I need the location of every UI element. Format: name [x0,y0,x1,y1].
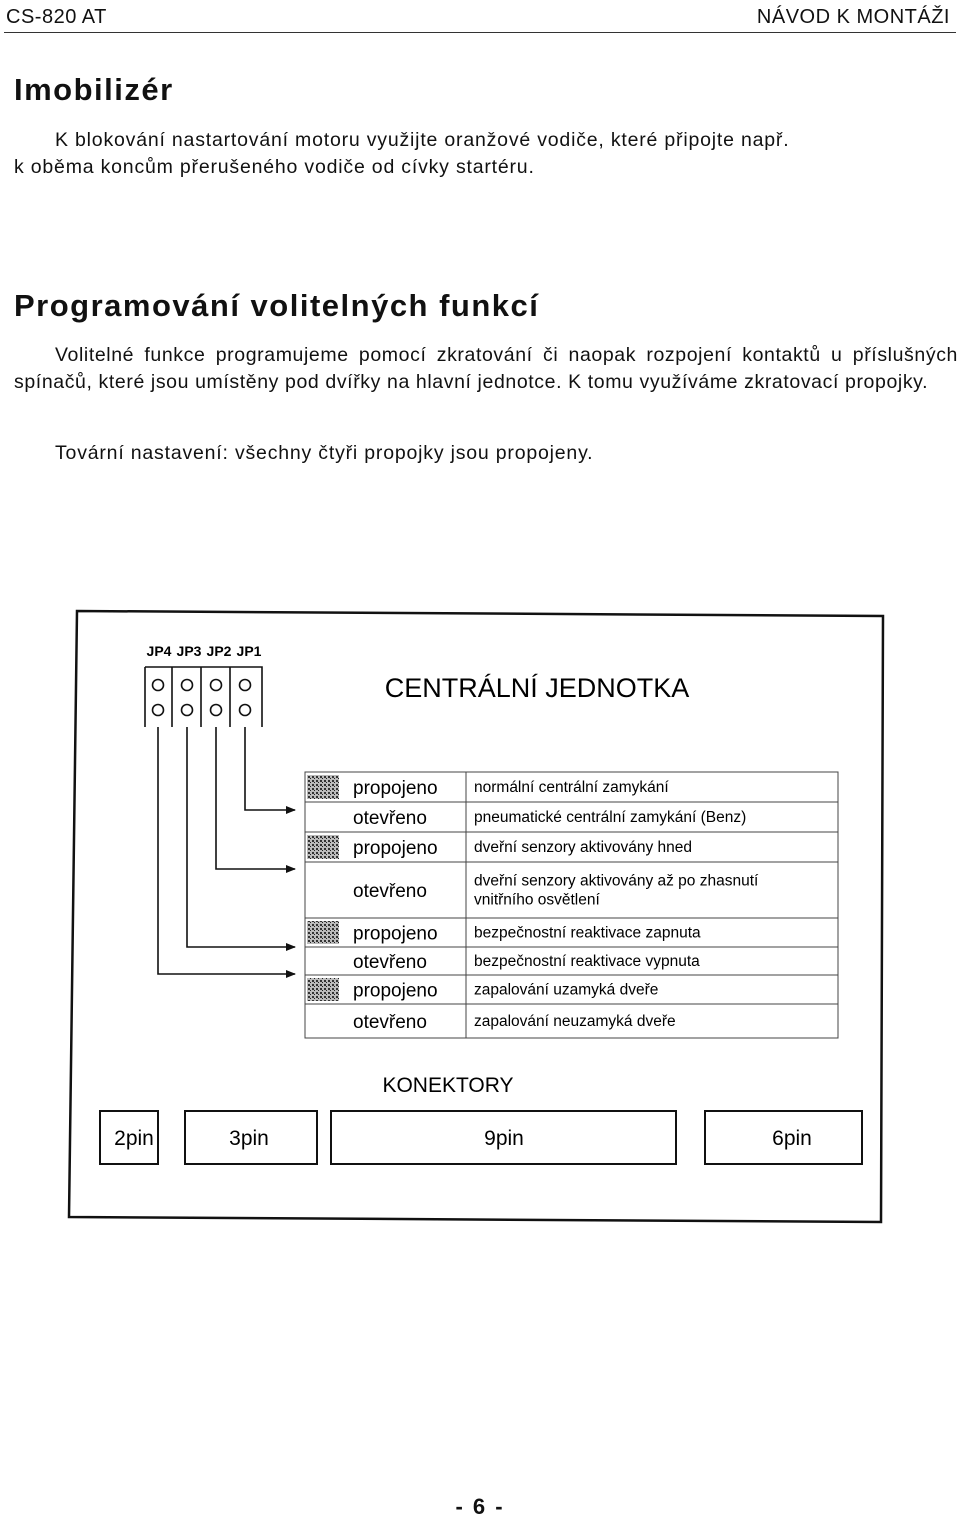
header-document-code: CS-820 AT [6,6,107,28]
jumper-label: JP1 [236,643,262,659]
connector-label: 3pin [229,1127,269,1150]
immobilizer-text-line2: k oběma koncům přerušeného vodiče od cívky startéru. [14,156,535,178]
options-table [305,772,838,1038]
programming-heading: Programování volitelných funkcí [14,288,540,323]
header-document-title: NÁVOD K MONTÁŽI [756,6,950,28]
row-description: vnitřního osvětlení [474,891,600,909]
row-description: pneumatické centrální zamykání (Benz) [474,809,747,826]
row-description: zapalování neuzamyká dveře [474,1013,676,1030]
jumper-arrows [158,727,295,974]
row-description: bezpečnostní reaktivace zapnuta [474,924,701,942]
row-description: dveřní senzory aktivovány až po zhasnutí [474,872,759,890]
row-state-label: otevřeno [353,952,427,973]
jumper-closed-swatch [307,835,339,859]
row-state-label: otevřeno [353,1012,427,1033]
jumper-closed-swatch [307,775,339,799]
row-state-label: propojeno [353,838,438,859]
row-state-label: otevřeno [353,808,427,829]
jumper-closed-swatch [307,978,339,1001]
row-state-label: propojeno [353,778,438,799]
immobilizer-text-line1: K blokování nastartování motoru využijte oranžové vodiče, které připojte např. [55,129,790,151]
row-description: dveřní senzory aktivovány hned [474,839,692,856]
connector-label: 6pin [772,1127,812,1150]
row-state-label: otevřeno [353,881,427,902]
connector-label: 9pin [484,1127,524,1150]
row-description: bezpečnostní reaktivace vypnuta [474,953,700,970]
immobilizer-heading: Imobilizér [14,72,174,107]
jumper-closed-swatch [307,921,339,944]
programming-paragraph-text: Volitelné funkce programujeme pomocí zkratování či naopak rozpojení kontaktů u příslušných spínačů, které jsou umístěny pod dvířky na hlavní jednotce. K tomu využíváme zkratovací propojky. [14,344,958,393]
jumper-labels [147,643,262,659]
jumper-label: JP3 [176,643,202,659]
connector-label: 2pin [114,1127,154,1150]
jumper-block [145,667,262,727]
central-unit-title: CENTRÁLNÍ JEDNOTKA [384,673,690,703]
page-number: - 6 - [455,1494,505,1519]
connectors-title: KONEKTORY [382,1074,514,1097]
row-description: zapalování uzamyká dveře [474,981,659,999]
jumper-label: JP4 [146,643,172,659]
row-state-label: propojeno [353,923,438,945]
jumper-label: JP2 [206,643,232,659]
row-state-label: propojeno [353,980,438,1002]
connector-boxes [100,1111,862,1164]
row-description: normální centrální zamykání [474,779,669,796]
factory-setting-text: Tovární nastavení: všechny čtyři propojky jsou propojeny. [55,442,594,464]
